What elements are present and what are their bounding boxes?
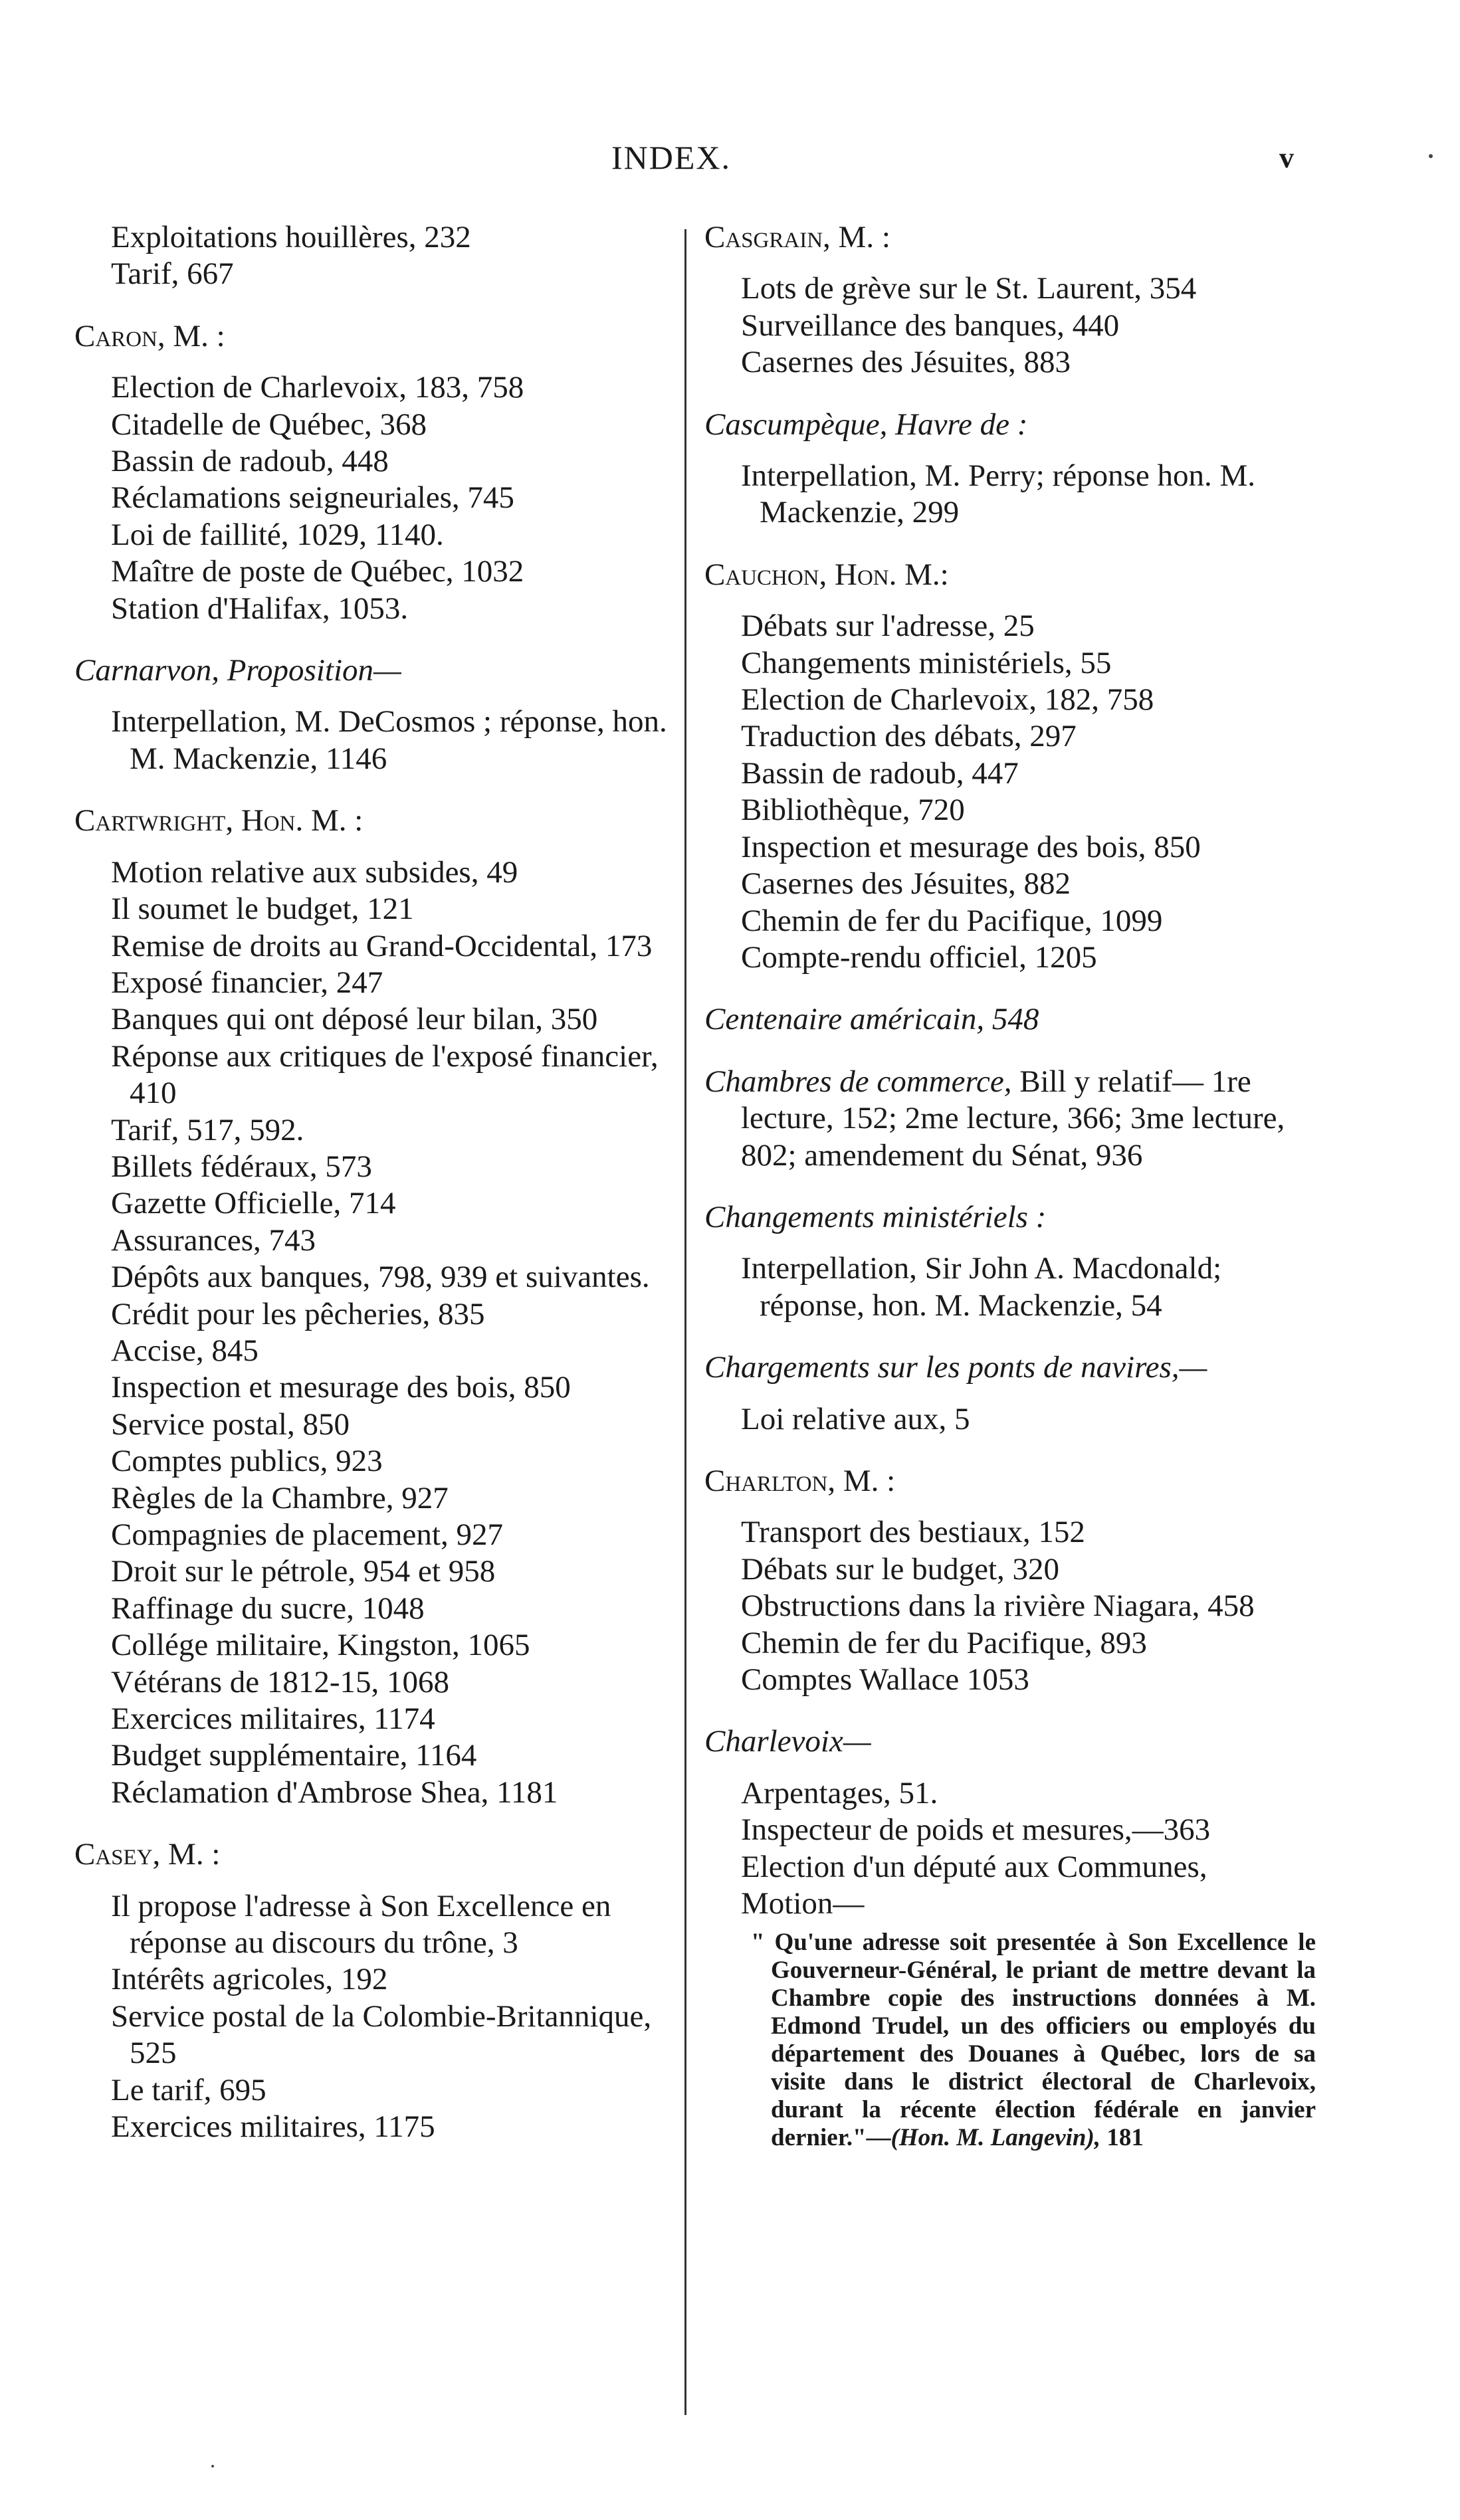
index-entry: Exposé financier, 247 bbox=[111, 965, 383, 1000]
column-divider bbox=[684, 229, 686, 2415]
index-entry: Lots de grève sur le St. Laurent, 354 bbox=[741, 271, 1197, 306]
section-heading bbox=[74, 803, 686, 839]
index-entry: Raffinage du sucre, 1048 bbox=[111, 1591, 425, 1626]
index-entry: Dépôts aux banques, 798, 939 et suivantes. bbox=[111, 1260, 650, 1295]
index-entry: Exercices militaires, 1175 bbox=[111, 2109, 435, 2145]
index-entry: Droit sur le pétrole, 954 et 958 bbox=[111, 1554, 496, 1589]
index-entry: Chemin de fer du Pacifique, 1099 bbox=[741, 903, 1163, 938]
speck-mark bbox=[1429, 154, 1433, 158]
index-entry: Débats sur l'adresse, 25 bbox=[741, 609, 1035, 644]
index-entry: Service postal de la Colombie-Britannique, 525 bbox=[111, 1998, 652, 2071]
heading-text: Caron, M. : bbox=[74, 318, 225, 353]
section-heading bbox=[704, 1723, 1316, 1760]
left-column bbox=[74, 219, 686, 2146]
index-entry: Bassin de radoub, 448 bbox=[111, 444, 389, 479]
heading-text: Changements ministériels : bbox=[704, 1199, 1047, 1234]
section-heading bbox=[74, 318, 686, 355]
section-heading bbox=[704, 1001, 1316, 1038]
index-entry: Exercices militaires, 1174 bbox=[111, 1701, 435, 1737]
index-entry: Obstructions dans la rivière Niagara, 458 bbox=[741, 1589, 1255, 1624]
index-entry: Comptes publics, 923 bbox=[111, 1444, 383, 1479]
index-entry: Loi de faillité, 1029, 1140. bbox=[111, 517, 444, 552]
index-entry: Vétérans de 1812-15, 1068 bbox=[111, 1664, 450, 1699]
index-entry: Débats sur le budget, 320 bbox=[741, 1551, 1060, 1587]
index-entry: Bassin de radoub, 447 bbox=[741, 755, 1019, 791]
heading-rest: Bill y relatif— 1re lecture, 152; 2me lecture, 366; 3me lecture, 802; amendement du Sénat, 936 bbox=[741, 1064, 1285, 1173]
index-entry: Intérêts agricoles, 192 bbox=[111, 1962, 388, 1997]
heading-text: Charlevoix— bbox=[704, 1724, 871, 1759]
quote-attribution: (Hon. M. Langevin), bbox=[890, 2124, 1101, 2152]
heading-text: Cartwright, Hon. M. : bbox=[74, 803, 364, 838]
index-entry: Compagnies de placement, 927 bbox=[111, 1517, 503, 1552]
page-number: v bbox=[1279, 142, 1294, 174]
index-entry: Casernes des Jésuites, 882 bbox=[741, 866, 1071, 902]
section-heading bbox=[704, 407, 1316, 443]
index-entry: Crédit pour les pêcheries, 835 bbox=[111, 1296, 485, 1331]
index-entry: Citadelle de Québec, 368 bbox=[111, 407, 427, 442]
index-entry: Arpentages, 51. bbox=[741, 1775, 938, 1810]
heading-text: Centenaire américain, 548 bbox=[704, 1002, 1039, 1037]
heading-text: Chargements sur les ponts de navires,— bbox=[704, 1350, 1207, 1385]
quote-page: 181 bbox=[1100, 2124, 1144, 2152]
index-entry: Changements ministériels, 55 bbox=[741, 645, 1112, 680]
index-entry: Inspection et mesurage des bois, 850 bbox=[741, 829, 1201, 864]
index-entry: Interpellation, M. DeCosmos ; réponse, hon. M. Mackenzie, 1146 bbox=[111, 704, 667, 776]
index-entry: Surveillance des banques, 440 bbox=[741, 308, 1120, 343]
index-entry: Exploitations houillères, 232 bbox=[111, 220, 471, 254]
section-heading bbox=[704, 1349, 1316, 1386]
heading-text: Cascumpèque, Havre de : bbox=[704, 407, 1028, 442]
index-entry: Election d'un député aux Communes, bbox=[741, 1849, 1207, 1884]
index-entry: Election de Charlevoix, 183, 758 bbox=[111, 370, 524, 405]
index-entry: Tarif, 667 bbox=[111, 256, 234, 292]
index-entry: Accise, 845 bbox=[111, 1333, 259, 1368]
index-entry: Traduction des débats, 297 bbox=[741, 719, 1077, 754]
index-entry: Bibliothèque, 720 bbox=[741, 793, 965, 828]
index-entry: Transport des bestiaux, 152 bbox=[741, 1515, 1085, 1550]
index-entry: Motion relative aux subsides, 49 bbox=[111, 854, 518, 890]
heading-text: Chambres de commerce, bbox=[704, 1064, 1012, 1099]
index-entry: Inspecteur de poids et mesures,—363 bbox=[741, 1812, 1211, 1848]
section-heading bbox=[704, 1064, 1316, 1174]
index-entry: Station d'Halifax, 1053. bbox=[111, 591, 409, 626]
heading-text: Charlton, M. : bbox=[704, 1463, 896, 1498]
index-entry: Compte-rendu officiel, 1205 bbox=[741, 939, 1097, 975]
heading-text: Cauchon, Hon. M.: bbox=[704, 557, 949, 592]
motion-quote bbox=[751, 1929, 1316, 2152]
index-entry: Règles de la Chambre, 927 bbox=[111, 1480, 449, 1515]
index-entry: Le tarif, 695 bbox=[111, 2072, 266, 2107]
index-entry: Service postal, 850 bbox=[111, 1406, 350, 1442]
index-entry: Inspection et mesurage des bois, 850 bbox=[111, 1370, 571, 1405]
index-entry: Casernes des Jésuites, 883 bbox=[741, 345, 1071, 380]
index-entry: Comptes Wallace 1053 bbox=[741, 1662, 1029, 1697]
index-entry: Assurances, 743 bbox=[111, 1222, 316, 1258]
index-entry: Interpellation, M. Perry; réponse hon. M. Mackenzie, 299 bbox=[741, 458, 1256, 530]
index-entry: Réponse aux critiques de l'exposé financier, 410 bbox=[111, 1038, 659, 1111]
index-entry: Il propose l'adresse à Son Excellence en réponse au discours du trône, 3 bbox=[111, 1888, 611, 1961]
index-entry: Chemin de fer du Pacifique, 893 bbox=[741, 1625, 1147, 1660]
index-entry: Réclamation d'Ambrose Shea, 1181 bbox=[111, 1775, 558, 1810]
section-heading bbox=[704, 219, 1316, 256]
index-entry: Banques qui ont déposé leur bilan, 350 bbox=[111, 1002, 598, 1037]
index-entry: Interpellation, Sir John A. Macdonald; réponse, hon. M. Mackenzie, 54 bbox=[741, 1251, 1222, 1323]
section-heading bbox=[74, 652, 686, 689]
index-entry: Il soumet le budget, 121 bbox=[111, 892, 414, 927]
index-entry: Gazette Officielle, 714 bbox=[111, 1186, 396, 1221]
index-entry: Remise de droits au Grand-Occidental, 173 bbox=[111, 928, 653, 963]
page-title: INDEX. bbox=[611, 139, 732, 176]
index-entry: Maître de poste de Québec, 1032 bbox=[111, 554, 524, 589]
right-column bbox=[704, 219, 1316, 2152]
heading-text: Casey, M. : bbox=[74, 1837, 221, 1872]
section-heading bbox=[74, 1836, 686, 1873]
section-heading bbox=[704, 1199, 1316, 1236]
index-entry: Billets fédéraux, 573 bbox=[111, 1149, 372, 1184]
page-header bbox=[0, 138, 1460, 185]
index-entry: Loi relative aux, 5 bbox=[741, 1401, 970, 1436]
speck-mark bbox=[211, 2465, 214, 2468]
index-entry: Motion— bbox=[741, 1886, 865, 1921]
section-heading bbox=[704, 557, 1316, 593]
index-entry: Election de Charlevoix, 182, 758 bbox=[741, 682, 1154, 718]
heading-text: Carnarvon, Proposition— bbox=[74, 653, 401, 688]
heading-text: Casgrain, M. : bbox=[704, 220, 890, 254]
section-heading bbox=[704, 1463, 1316, 1500]
index-entry: Collége militaire, Kingston, 1065 bbox=[111, 1628, 530, 1663]
index-entry: Tarif, 517, 592. bbox=[111, 1112, 304, 1147]
index-entry: Réclamations seigneuriales, 745 bbox=[111, 480, 514, 516]
index-entry: Budget supplémentaire, 1164 bbox=[111, 1738, 477, 1773]
quote-text: " Qu'une adresse soit presentée à Son Excellence le Gouverneur-Général, le priant de mettre devant la Chambre copie des instructions données à M. Edmond Trudel, un des officiers ou employés du département des Douanes à Québec, lors de sa visite dans le district électoral de Charlevoix, durant la récente élection fédérale en janvier dernier."— bbox=[751, 1929, 1316, 2152]
